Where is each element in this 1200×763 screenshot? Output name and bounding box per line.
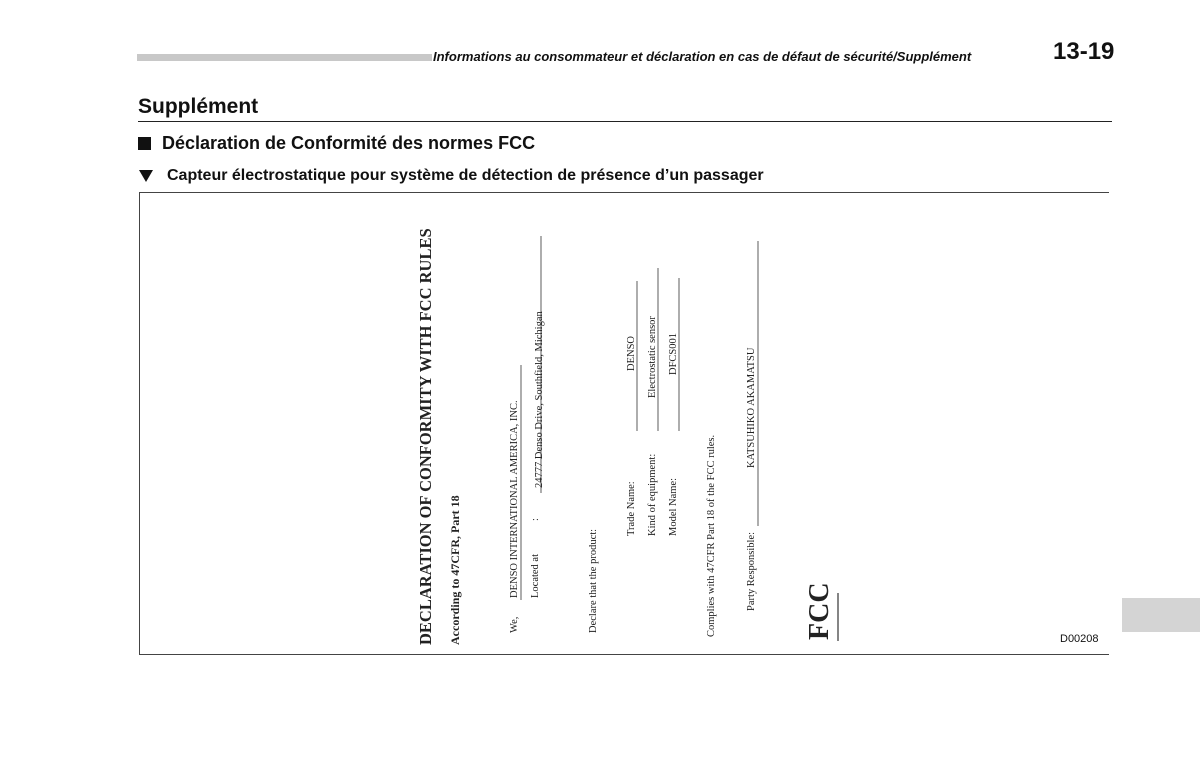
fcc-logo: FCC: [804, 582, 835, 640]
model-value: DFCS001: [668, 332, 679, 375]
party-label: Party Responsible:: [746, 531, 757, 611]
square-bullet-icon: [138, 137, 151, 150]
subheading: [138, 133, 535, 154]
declaration-subtitle: According to 47CFR, Part 18: [448, 495, 462, 645]
trade-label: Trade Name:: [626, 481, 637, 536]
figure-code: D00208: [1060, 633, 1099, 645]
triangle-down-icon: [139, 170, 153, 182]
section-title: Supplément: [138, 95, 259, 118]
subsubheading: [138, 167, 764, 185]
located-label: Located at: [530, 553, 541, 598]
running-title: Informations au consommateur et déclaration en cas de défaut de sécurité/Supplément: [433, 49, 972, 64]
subsubheading-text: Capteur électrostatique pour système de détection de présence d’un passager: [167, 167, 764, 184]
declare-text: Declare that the product:: [588, 528, 599, 633]
party-value: KATSUHIKO AKAMATSU: [746, 347, 757, 468]
kind-value: Electrostatic sensor: [647, 316, 658, 398]
we-label: We,: [509, 616, 520, 633]
model-label: Model Name:: [668, 477, 679, 536]
declaration-title: DECLARATION OF CONFORMITY WITH FCC RULES: [416, 228, 435, 645]
subheading-text: Déclaration de Conformité des normes FCC: [162, 133, 536, 153]
declaration-scan: [140, 193, 1110, 656]
trade-value: DENSO: [626, 335, 637, 371]
chapter-tab: [1122, 598, 1200, 632]
declaration-figure: [139, 192, 1109, 655]
address: 24777 Denso Drive, Southfield, Michigan: [534, 311, 545, 488]
company-name: DENSO INTERNATIONAL AMERICA, INC.: [509, 400, 520, 598]
page-number: 13-19: [1053, 38, 1115, 65]
header-bar: [137, 54, 432, 61]
section-divider: [138, 121, 1112, 122]
located-colon: :: [530, 518, 541, 521]
complies-text: Complies with 47CFR Part 18 of the FCC rules.: [706, 434, 717, 637]
kind-label: Kind of equipment:: [647, 453, 658, 536]
